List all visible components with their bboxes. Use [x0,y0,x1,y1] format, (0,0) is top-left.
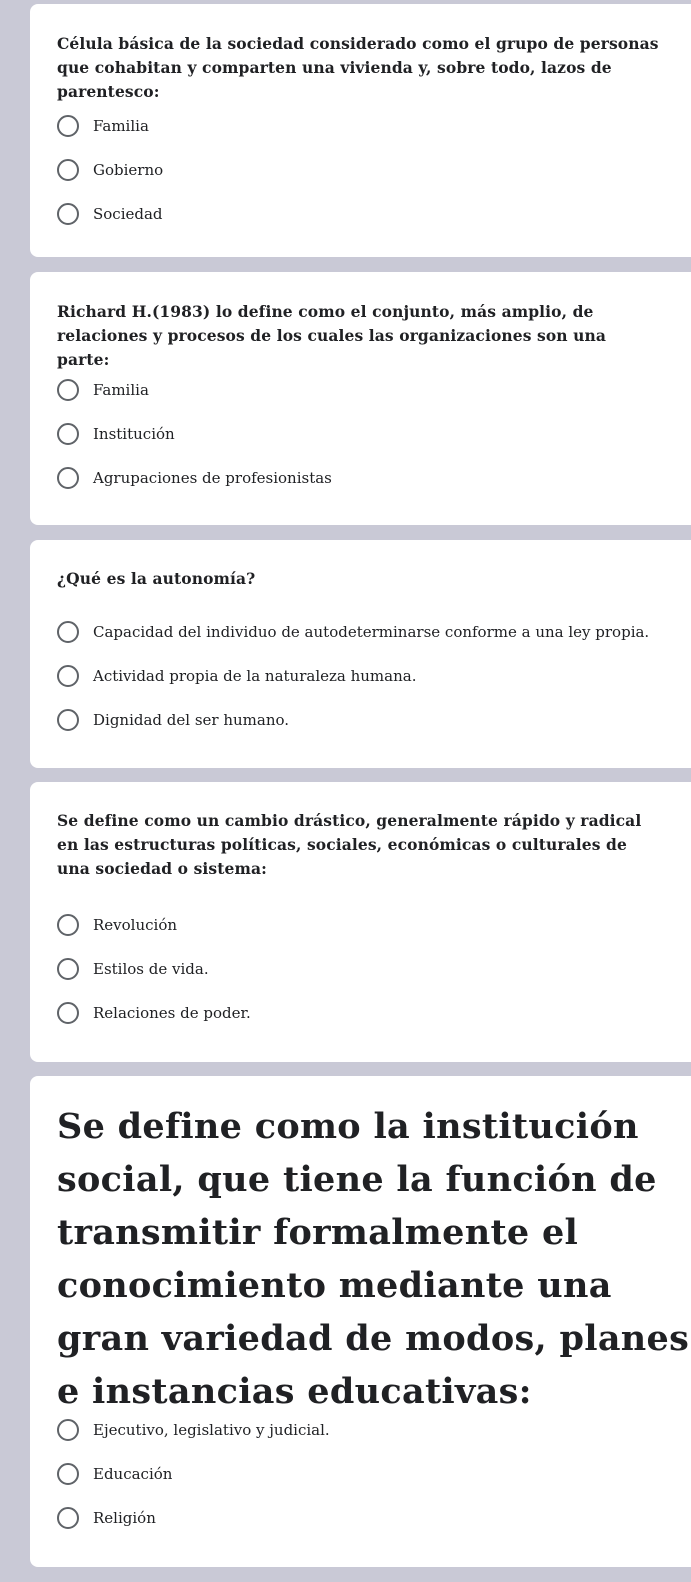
option-religion[interactable] [57,1496,671,1540]
options-list [57,104,671,236]
option-label: Capacidad del individuo de autodeterminarse conforme a una ley propia. [93,623,650,641]
option-actividad[interactable] [57,654,671,698]
options-list [57,903,671,1035]
option-estilos[interactable] [57,947,671,991]
radio-button[interactable] [57,203,79,225]
radio-button[interactable] [57,1507,79,1529]
question-title: ¿Qué es la autonomía? [57,569,256,588]
options-list [57,368,671,500]
option-dignidad[interactable] [57,698,671,742]
option-educacion[interactable] [57,1452,671,1496]
question-card-2 [30,272,691,525]
options-list [57,610,671,742]
radio-button[interactable] [57,159,79,181]
radio-button[interactable] [57,467,79,489]
radio-button[interactable] [57,423,79,445]
option-sociedad[interactable] [57,192,671,236]
option-label: Religión [93,1509,156,1527]
option-label: Actividad propia de la naturaleza humana. [93,667,417,685]
radio-button[interactable] [57,379,79,401]
option-label: Gobierno [93,161,164,179]
option-gobierno[interactable] [57,148,671,192]
question-title: Se define como la institución social, que tiene la función de transmitir formalmente el conocimiento mediante una gran variedad de modos, planes e instancias educativas: [57,1106,690,1412]
option-label: Familia [93,117,149,135]
option-label: Familia [93,381,149,399]
question-card-1 [30,4,691,257]
option-revolucion[interactable] [57,903,671,947]
option-familia[interactable] [57,104,671,148]
option-label: Revolución [93,916,178,934]
option-label: Dignidad del ser humano. [93,711,290,729]
option-label: Relaciones de poder. [93,1004,251,1022]
radio-button[interactable] [57,1419,79,1441]
option-capacidad[interactable] [57,610,671,654]
question-title: Célula básica de la sociedad considerado como el grupo de personas que cohabitan y comparten una vivienda y, sobre todo, lazos de parentesco: [57,34,659,101]
radio-button[interactable] [57,665,79,687]
option-label: Institución [93,425,175,443]
option-familia[interactable] [57,368,671,412]
option-label: Sociedad [93,205,163,223]
option-label: Estilos de vida. [93,960,209,978]
option-label: Agrupaciones de profesionistas [93,469,332,487]
radio-button[interactable] [57,709,79,731]
options-list [57,1408,671,1540]
option-label: Educación [93,1465,173,1483]
radio-button[interactable] [57,958,79,980]
option-agrupaciones[interactable] [57,456,671,500]
question-card-5 [30,1076,691,1567]
radio-button[interactable] [57,1002,79,1024]
option-institucion[interactable] [57,412,671,456]
radio-button[interactable] [57,621,79,643]
question-card-4 [30,782,691,1062]
radio-button[interactable] [57,115,79,137]
radio-button[interactable] [57,914,79,936]
option-ejecutivo[interactable] [57,1408,671,1452]
question-title: Se define como un cambio drástico, generalmente rápido y radical en las estructuras políticas, sociales, económicas o culturales de una sociedad o sistema: [57,811,642,878]
option-relaciones[interactable] [57,991,671,1035]
radio-button[interactable] [57,1463,79,1485]
option-label: Ejecutivo, legislativo y judicial. [93,1421,330,1439]
question-title: Richard H.(1983) lo define como el conjunto, más amplio, de relaciones y procesos de los cuales las organizaciones son una parte: [57,302,607,369]
question-card-3 [30,540,691,768]
